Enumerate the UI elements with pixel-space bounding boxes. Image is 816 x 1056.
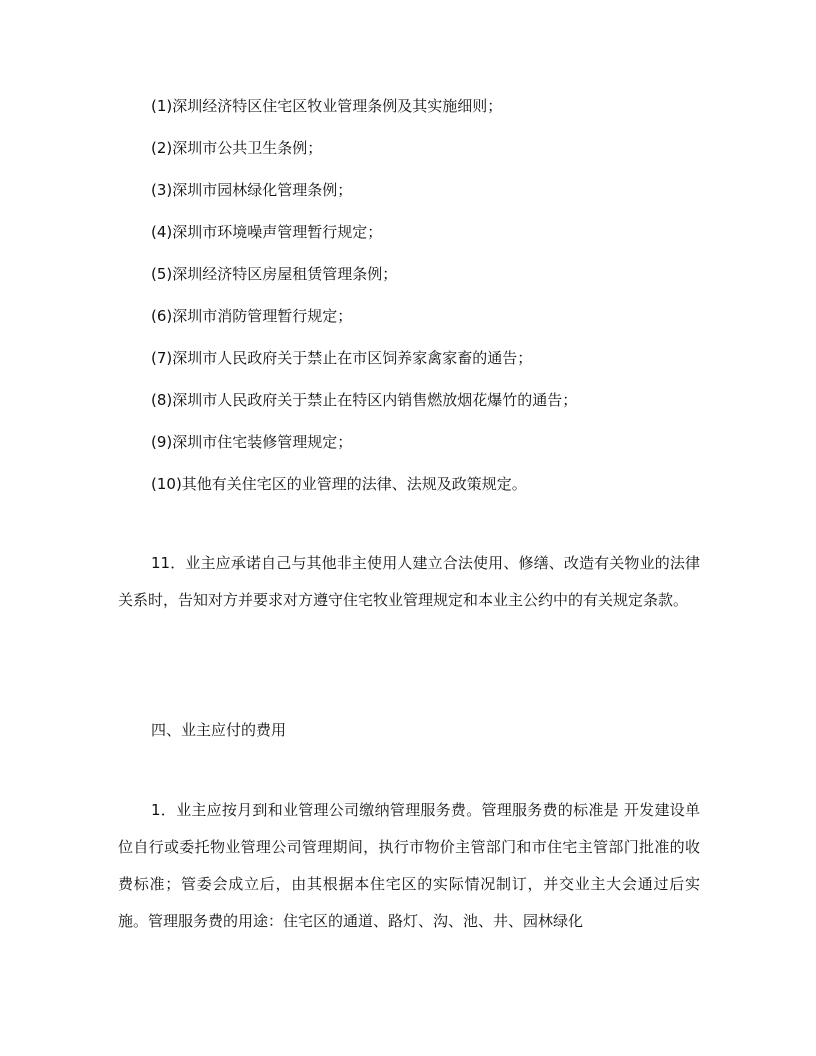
regulation-item-10: (10)其他有关住宅区的业管理的法律、法规及政策规定。 <box>151 475 527 493</box>
regulation-item-2: (2)深圳市公共卫生条例； <box>151 139 323 157</box>
regulation-item-6: (6)深圳市消防管理暂行规定； <box>151 307 353 325</box>
regulation-item-4: (4)深圳市环境噪声管理暂行规定； <box>151 223 383 241</box>
regulation-item-1: (1)深圳经济特区住宅区牧业管理条例及其实施细则； <box>151 97 503 115</box>
clause-4-1-paragraph <box>118 792 700 940</box>
clause-11-paragraph <box>118 545 700 619</box>
regulation-item-5: (5)深圳经济特区房屋租赁管理条例； <box>151 265 398 283</box>
clause-11-text: 11．业主应承诺自己与其他非主使用人建立合法使用、修缮、改造有关物业的法律关系时，告知对方并要求对方遵守住宅牧业管理规定和本业主公约中的有关规定条款。 <box>118 554 700 609</box>
regulation-item-3: (3)深圳市园林绿化管理条例； <box>151 181 353 199</box>
regulation-item-9: (9)深圳市住宅装修管理规定； <box>151 433 353 451</box>
section-4-heading: 四、业主应付的费用 <box>151 721 287 739</box>
clause-4-1-text: 1．业主应按月到和业管理公司缴纳管理服务费。管理服务费的标准是 开发建设单位自行或委托物业管理公司管理期间，执行市物价主管部门和市住宅主管部门批准的收费标准；管委会成立后，由其根据本住宅区的实际情况制订，并交业主大会通过后实施。管理服务费的用途：住宅区的通道、路灯、沟、池、井、园林绿化 <box>118 801 700 930</box>
regulation-item-7: (7)深圳市人民政府关于禁止在市区饲养家禽家畜的通告； <box>151 349 533 367</box>
regulation-item-8: (8)深圳市人民政府关于禁止在特区内销售燃放烟花爆竹的通告； <box>151 391 578 409</box>
